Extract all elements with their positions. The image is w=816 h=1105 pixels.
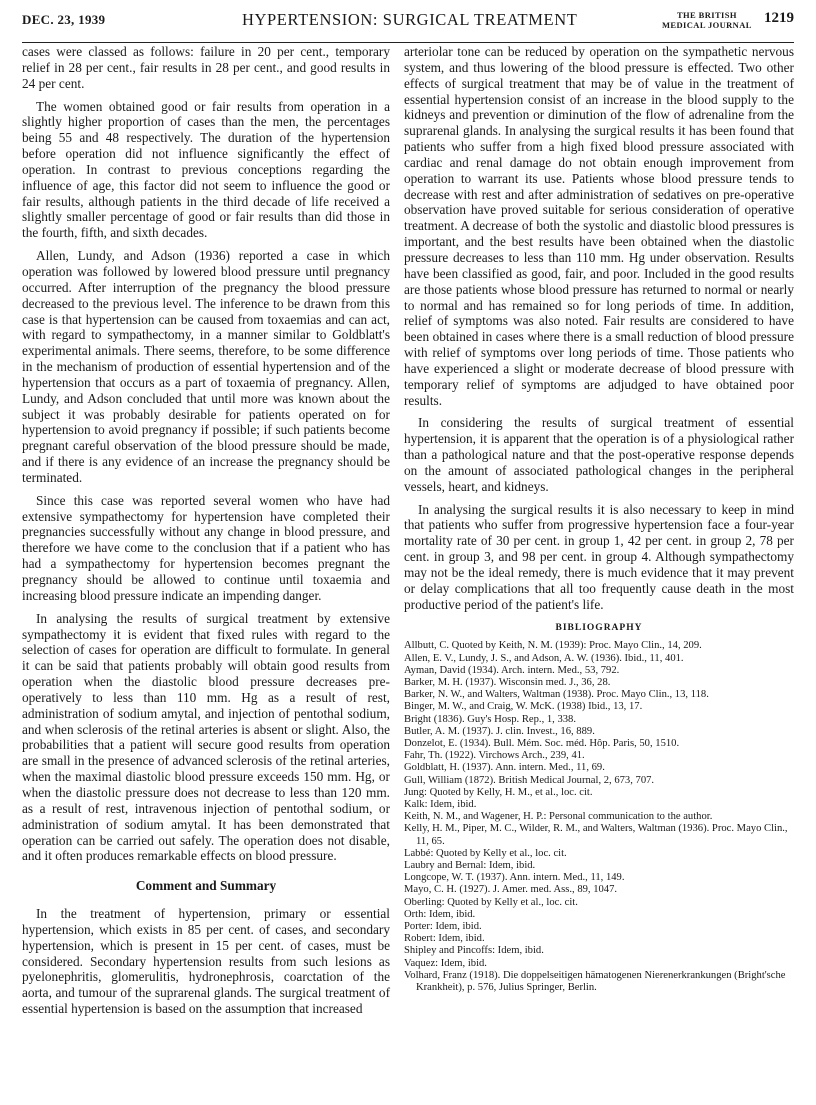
bibliography-entry: Allen, E. V., Lundy, J. S., and Adson, A. W. (1936). Ibid., 11, 401. (404, 652, 684, 664)
bibliography-entry: Butler, A. M. (1937). J. clin. Invest., 16, 889. (404, 725, 595, 737)
bibliography-entry: Donzelot, E. (1934). Bull. Mém. Soc. méd. Hôp. Paris, 50, 1510. (404, 738, 680, 749)
paragraph: cases were classed as follows: failure in 20 per cent., temporary relief in 28 per cent., fair results in 28 per cent., and good results in 24 per cent. (22, 44, 390, 91)
bibliography-entry: Allbutt, C. Quoted by Keith, N. M. (1939): Proc. Mayo Clin., 14, 209. (404, 640, 702, 652)
bibliography-entry: Fahr, Th. (1922). Virchows Arch., 239, 41. (404, 750, 585, 762)
paragraph: Allen, Lundy, and Adson (1936) reported a case in which operation was followed by lowered blood pressure until pregnancy occurred. After interruption of the pregnancy the blood pressure decreased to the previous level. The inference to be drawn from this case is that hypertension can be caused from toxaemias and can act, with regard to sympathectomy, in a manner similar to Goldblatt's experimental animals. There seems, therefore, to be some difference in the mechanism of production of essential hypertension and of the hypertension that occurs as a part of toxaemia of pregnancy. Allen, Lundy, and Adson concluded that until more was known about the subject it was probably desirable for patients operated on for hypertension to avoid pregnancy if possible; if such patients become pregnant careful observation of the blood pressure should be made, and if there is any evidence of an increase the pregnancy should be terminated. (22, 248, 390, 485)
journal-name-line2: MEDICAL JOURNAL (662, 20, 752, 30)
paragraph: In considering the results of surgical treatment of essential hypertension, it is apparent that the operation is of a physiological rather than a pathological nature and that the post-operative response depends on the amount of associated pathological changes in the peripheral vessels, heart, and kidneys. (404, 415, 794, 494)
bibliography-entry: Goldblatt, H. (1937). Ann. intern. Med., 11, 69. (404, 762, 605, 774)
bibliography-entry: Oberling: Quoted by Kelly et al., loc. cit. (404, 896, 578, 908)
bibliography-entry: Kelly, H. M., Piper, M. C., Wilder, R. M., and Walters, Waltman (1936). Proc. Mayo Clin., 11, 65. (404, 823, 788, 847)
paragraph: In analysing the surgical results it is also necessary to keep in mind that patients who suffer from progressive hypertension face a four-year mortality rate of 30 per cent. in group 1, 42 per cent. in group 2, 78 per cent. in group 3, and 98 per cent. in group 4. Although sympathectomy may not be the ideal remedy, there is much evidence that it may prevent or delay complications that all too frequently cause death in the most productive period of the patient's life. (404, 501, 794, 612)
section-heading: Comment and Summary (135, 878, 277, 894)
issue-date: DEC. 23, 1939 (22, 12, 106, 27)
bibliography-entry: Gull, William (1872). British Medical Journal, 2, 673, 707. (404, 774, 655, 786)
bibliography-entry: Kalk: Idem, ibid. (404, 799, 477, 811)
paragraph: The women obtained good or fair results from operation in a slightly higher proportion of cases than the men, the percentages being 55 and 48 respectively. The duration of the hypertension before operation did not influence significantly the effect of operation. In contrast to previous conceptions regarding the influence of age, this factor did not seem to influence the good or fair results, although patients in the third decade of life received a slightly smaller percentage of good or fair results than did those in the fourth, fifth, and sixth decades. (22, 98, 390, 241)
journal-name-line1: THE BRITISH (676, 10, 737, 20)
bibliography-entry: Keith, N. M., and Wagener, H. P.: Personal communication to the author. (404, 811, 713, 823)
bibliography-entry: Labbé: Quoted by Kelly et al., loc. cit. (404, 847, 567, 859)
bibliography-entry: Longcope, W. T. (1937). Ann. intern. Med., 11, 149. (404, 872, 625, 884)
paragraph: Since this case was reported several women who have had extensive sympathectomy for hypertension have completed their pregnancies successfully without any change in blood pressure, and therefore we have come to the conclusion that if a patient who has had a sympathectomy for hypertension becomes pregnant the pregnancy should be allowed to continue until toxaemia and increasing blood pressure indicate an impending danger. (22, 492, 390, 603)
bibliography-entry: Orth: Idem, ibid. (404, 908, 476, 920)
bibliography-entry: Jung: Quoted by Kelly, H. M., et al., loc. cit. (404, 786, 593, 798)
bibliography-entry: Binger, M. W., and Craig, W. McK. (1938) Ibid., 13, 17. (404, 701, 643, 713)
bibliography-entry: Ayman, David (1934). Arch. intern. Med., 53, 792. (404, 664, 620, 676)
running-title: HYPERTENSION: SURGICAL TREATMENT (242, 10, 578, 29)
paragraph: arteriolar tone can be reduced by operation on the sympathetic nervous system, and thus lowering of the blood pressure is effected. Two other effects of surgical treatment that may be of value in the treatment of essential hypertension consist of an increase in the blood supply to the kidneys and prevention or diminution of the flow of adrenaline from the suprarenal glands. In analysing the surgical results it has been found that patients who suffer from a high fixed blood pressure associated with cardiac and renal damage do not obtain enough improvement from operation to warrant its use. Patients whose blood pressure tends to decrease with rest and after administration of sedatives on pre-operative observation have proved suitable for serious consideration of operative treatment. A decrease of both the systolic and diastolic blood pressures is important, and the best results have been obtained when the diastolic pressure decreases to less than 110 mm. Hg under observation. Results have been classified as good, fair, and poor. Included in the good results are those patients whose blood pressure has returned to normal or nearly to normal and has remained so for long periods of time. In addition, relief of symptoms was also noted. Fair results are considered to have been obtained in cases where there is a small reduction of blood pressure with relief of symptoms over long periods of time. Those patients who have experienced a slight or moderate decrease of blood pressure with temporary relief of symptoms are adjudged to have obtained poor results. (404, 44, 794, 408)
journal-name (662, 10, 752, 30)
running-header (22, 8, 794, 43)
paragraph: In the treatment of hypertension, primary or essential hypertension, which exists in 85 per cent. of cases, and secondary hypertension, which is present in 15 per cent. of cases, must be considered. Secondary hypertension results from such lesions as pyelonephritis, glomerulitis, hydronephrosis, coarctation of the aorta, and tumour of the suprarenal glands. The surgical treatment of essential hypertension is based on the assumption that increased (22, 906, 390, 1017)
bibliography-entry: Mayo, C. H. (1927). J. Amer. med. Ass., 89, 1047. (404, 884, 618, 896)
bibliography-heading: BIBLIOGRAPHY (555, 622, 643, 633)
bibliography-entry: Vaquez: Idem, ibid. (404, 957, 487, 969)
bibliography-entry: Bright (1836). Guy's Hosp. Rep., 1, 338. (404, 713, 576, 725)
page-number: 1219 (764, 10, 794, 26)
bibliography-entry: Barker, N. W., and Walters, Waltman (1938). Proc. Mayo Clin., 13, 118. (404, 689, 709, 701)
bibliography-entry: Laubry and Bernal: Idem, ibid. (404, 860, 536, 872)
bibliography-entry: Barker, M. H. (1937). Wisconsin med. J., 36, 28. (404, 676, 611, 688)
left-column (22, 44, 390, 1024)
bibliography-entry: Shipley and Pincoffs: Idem, ibid. (404, 945, 544, 957)
bibliography-list (404, 640, 794, 994)
bibliography-entry: Porter: Idem, ibid. (404, 921, 482, 933)
right-column (404, 44, 794, 994)
bibliography-entry: Volhard, Franz (1918). Die doppelseitigen hämatogenen Nierenerkrankungen (Bright'sche Krankheit), p. 576, Julius Springer, Berlin. (404, 969, 786, 994)
bibliography-entry: Robert: Idem, ibid. (404, 933, 485, 945)
paragraph: In analysing the results of surgical treatment by extensive sympathectomy it is evident that fixed rules with regard to the selection of cases for operation are difficult to formulate. In general it can be said that patients probably will obtain good results from operation when the diastolic blood pressure decreases pre-operatively to less than 110 mm. Hg as a result of rest, administration of sodium amytal, and injection of pentothal sodium, and when sclerosis of the retinal arteries is absent or slight. Also, the probabilities that a patient will secure good results from operation are small in the presence of advanced sclerosis of the retinal arteries, when the maximal diastolic blood pressure exceeds 150 mm. Hg, or when the diastolic pressure does not decrease to less than 120 mm. as a result of rest, intravenous injection of pentothal sodium, or administration of sodium amytal. It has been demonstrated that operation can be carried out safely. The operation does not disable, and it often produces remarkable effects on blood pressure. (22, 610, 390, 864)
